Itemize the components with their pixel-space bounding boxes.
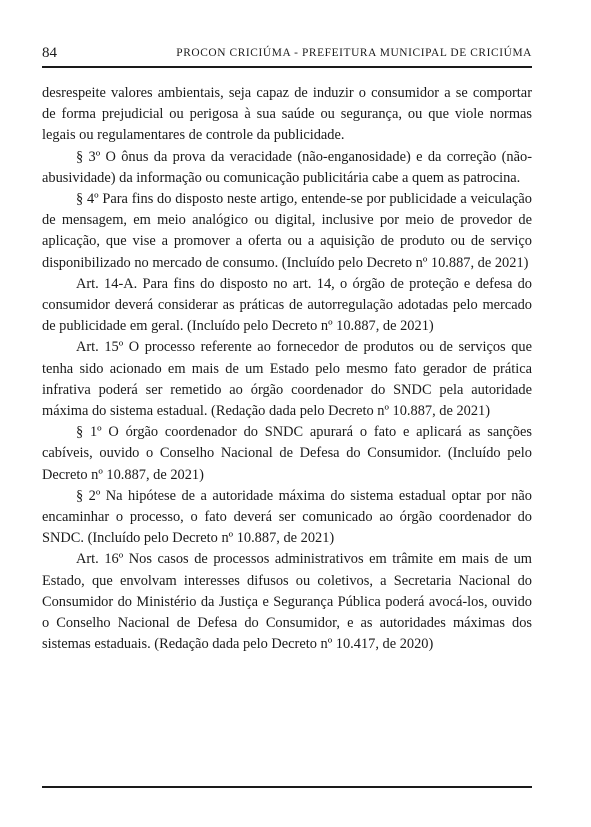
paragraph-art16: Art. 16º Nos casos de processos administrativos em trâmite em mais de um Estado, que envolvam interesses difusos ou coletivos, a Secretaria Nacional do Consumidor do Ministério da Justiça e Segurança Pública poderá avocá-los, ouvido o Conselho Nacional de Defesa do Consumidor, e as autoridades máximas dos sistemas estaduais. (Redação dada pelo Decreto nº 10.417, de 2020) [42,551,532,653]
paragraph-art15-par2: § 2º Na hipótese de a autoridade máxima do sistema estadual optar por não encaminhar o processo, o fato deverá ser comunicado ao órgão coordenador do SNDC. (Incluído pelo Decreto nº 10.887, de 2021) [42,487,532,547]
page-header [42,44,532,62]
paragraph-art15: Art. 15º O processo referente ao fornecedor de produtos ou de serviços que tenha sido acionado em mais de um Estado pelo mesmo fato gerador de prática infrativa poderá ser remetido ao órgão coordenador do SNDC pela autoridade máxima do sistema estadual. (Redação dada pelo Decreto nº 10.887, de 2021) [42,339,532,420]
paragraph-art14a: Art. 14-A. Para fins do disposto no art. 14, o órgão de proteção e defesa do consumidor deverá considerar as práticas de autorregulação adotadas pelo mercado de publicidade em geral. (Incluído pelo Decreto nº 10.887, de 2021) [42,275,532,335]
page-number: 84 [42,45,57,61]
running-title: PROCON CRICIÚMA - PREFEITURA MUNICIPAL DE CRICIÚMA [176,47,532,59]
footer-rule [42,786,532,788]
paragraph-art14-par3: § 3º O ônus da prova da veracidade (não-enganosidade) e da correção (não-abusividade) da informação ou comunicação publicitária cabe a quem as patrocina. [42,148,532,186]
paragraph-continuation: desrespeite valores ambientais, seja capaz de induzir o consumidor a se comportar de forma prejudicial ou perigosa à sua saúde ou segurança, ou que viole normas legais ou regulamentares de controle da publicidade. [42,85,532,144]
body-text [42,83,532,655]
header-rule [42,66,532,68]
paragraph-art14-par4: § 4º Para fins do disposto neste artigo, entende-se por publicidade a veiculação de mensagem, em meio analógico ou digital, inclusive por meio de provedor de aplicação, que vise a promover a oferta ou a aquisição de produto ou de serviço disponibilizado no mercado de consumo. (Incluído pelo Decreto nº 10.887, de 2021) [42,191,532,271]
paragraph-art15-par1: § 1º O órgão coordenador do SNDC apurará o fato e aplicará as sanções cabíveis, ouvido o Conselho Nacional de Defesa do Consumidor. (Incluído pelo Decreto nº 10.887, de 2021) [42,424,532,483]
